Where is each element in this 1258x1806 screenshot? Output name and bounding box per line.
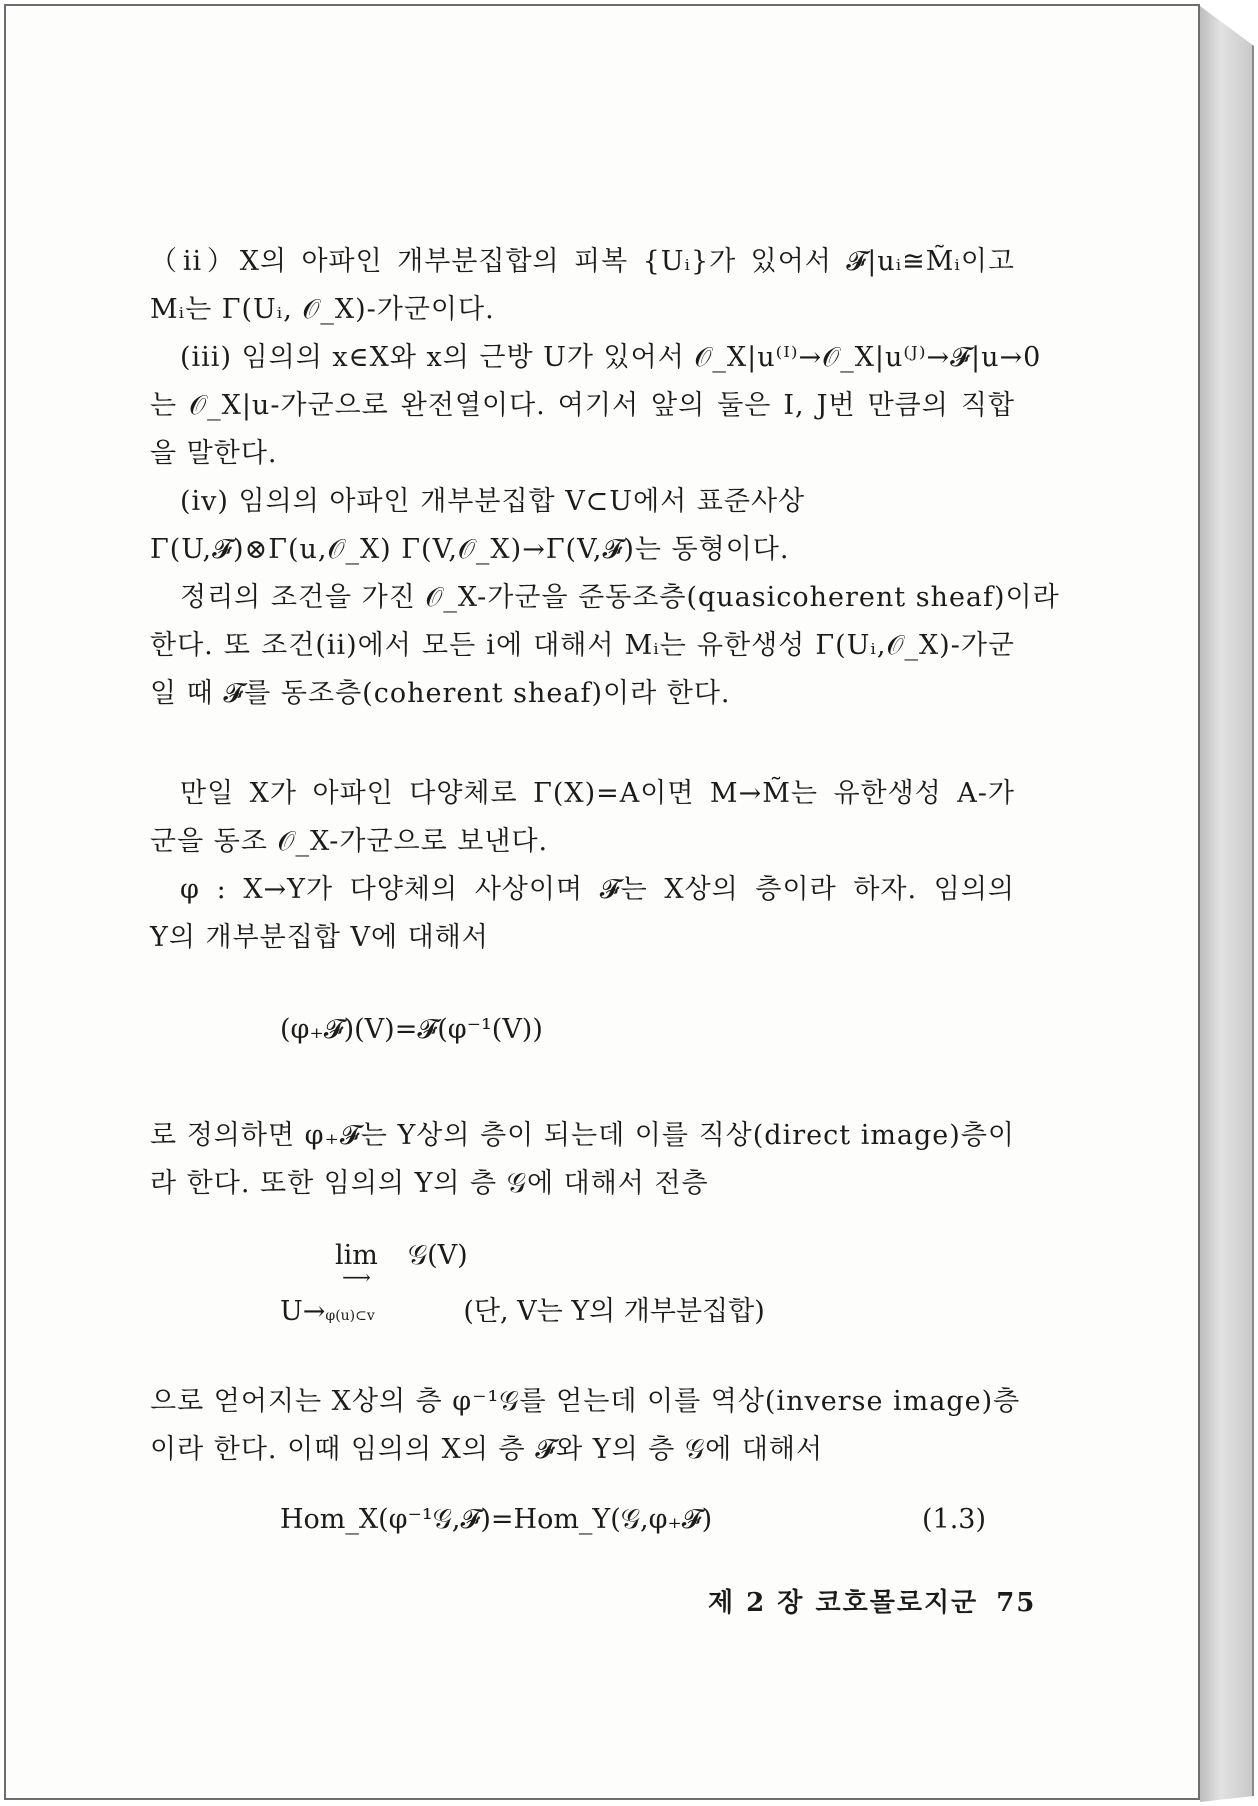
text-line: 일 때 𝓕를 동조층(coherent sheaf)이라 한다. [150, 678, 731, 709]
text-line: 는 𝒪_X|u-가군으로 완전열이다. 여기서 앞의 둘은 I, J번 만큼의 직합 [150, 390, 1015, 421]
affine-block [150, 770, 1015, 962]
text-line: 정리의 조건을 가진 𝒪_X-가군을 준동조층(quasicoherent sheaf)이라 [180, 582, 1060, 613]
text-line: 로 정의하면 φ₊𝓕는 Y상의 층이 되는데 이를 직상(direct image)층이 [150, 1120, 1015, 1151]
lim-index-sub: φ(u)⊂v [325, 1308, 375, 1324]
lim-index: U→ [280, 1296, 326, 1327]
direct-image-block [150, 1112, 1015, 1208]
direct-limit-formula [280, 1240, 765, 1328]
text-line: (iii) 임의의 x∈X와 x의 근방 U가 있어서 𝒪_X|u⁽ᴵ⁾→𝒪_X|u⁽ᴶ⁾→𝓕|u→0 [180, 342, 1042, 373]
page-stack-edge [1200, 6, 1254, 1802]
lim-note: (단, V는 Y의 개부분집합) [463, 1296, 765, 1327]
text-line: φ : X→Y가 다양체의 사상이며 𝓕는 X상의 층이라 하자. 임의의 [180, 874, 1015, 905]
adjunction-formula: Hom_X(φ⁻¹𝒢,𝓕)=Hom_Y(𝒢,φ₊𝓕) [280, 1504, 713, 1535]
text-line: Y의 개부분집합 V에 대해서 [150, 922, 489, 953]
text-line: (iv) 임의의 아파인 개부분집합 V⊂U에서 표준사상 [180, 486, 806, 517]
chapter-title: 제 2 장 코호몰로지군 [708, 1588, 979, 1618]
lim-term: 𝒢(V) [407, 1240, 468, 1271]
page-number: 75 [996, 1588, 1037, 1618]
text-line: Γ(U,𝓕)⊗Γ(u,𝒪_X) Γ(V,𝒪_X)→Γ(V,𝓕)는 동형이다. [150, 534, 790, 565]
lim-word: lim [335, 1240, 378, 1271]
text-line: Mᵢ는 Γ(Uᵢ, 𝒪_X)-가군이다. [150, 294, 495, 325]
text-line: 만일 X가 아파인 다양체로 Γ(X)=A이면 M→M̃는 유한생성 A-가 [180, 778, 1015, 809]
text-line: 라 한다. 또한 임의의 Y의 층 𝒢에 대해서 전층 [150, 1168, 709, 1199]
text-line: 을 말한다. [150, 438, 278, 469]
text-line: 이라 한다. 이때 임의의 X의 층 𝓕와 Y의 층 𝒢에 대해서 [150, 1434, 824, 1465]
text-line: 한다. 또 조건(ii)에서 모든 i에 대해서 Mᵢ는 유한생성 Γ(Uᵢ,𝒪_X)-가군 [150, 630, 1015, 661]
conditions-block [150, 238, 1060, 718]
equation-number: (1.3) [922, 1504, 987, 1535]
text-line: （ii）X의 아파인 개부분집합의 피복 {Uᵢ}가 있어서 𝓕|uᵢ≅M̃ᵢ이고 [150, 246, 1015, 277]
text-line: 으로 얻어지는 X상의 층 φ⁻¹𝒢를 얻는데 이를 역상(inverse image)층 [150, 1386, 1021, 1417]
inverse-image-block [150, 1378, 1021, 1474]
lim-arrow: ⟶ [342, 1265, 371, 1289]
text-line: 군을 동조 𝒪_X-가군으로 보낸다. [150, 826, 549, 857]
running-footer [708, 1582, 1036, 1619]
direct-image-formula: (φ₊𝓕)(V)=𝓕(φ⁻¹(V)) [280, 1014, 543, 1045]
lim-operator [335, 1240, 378, 1289]
